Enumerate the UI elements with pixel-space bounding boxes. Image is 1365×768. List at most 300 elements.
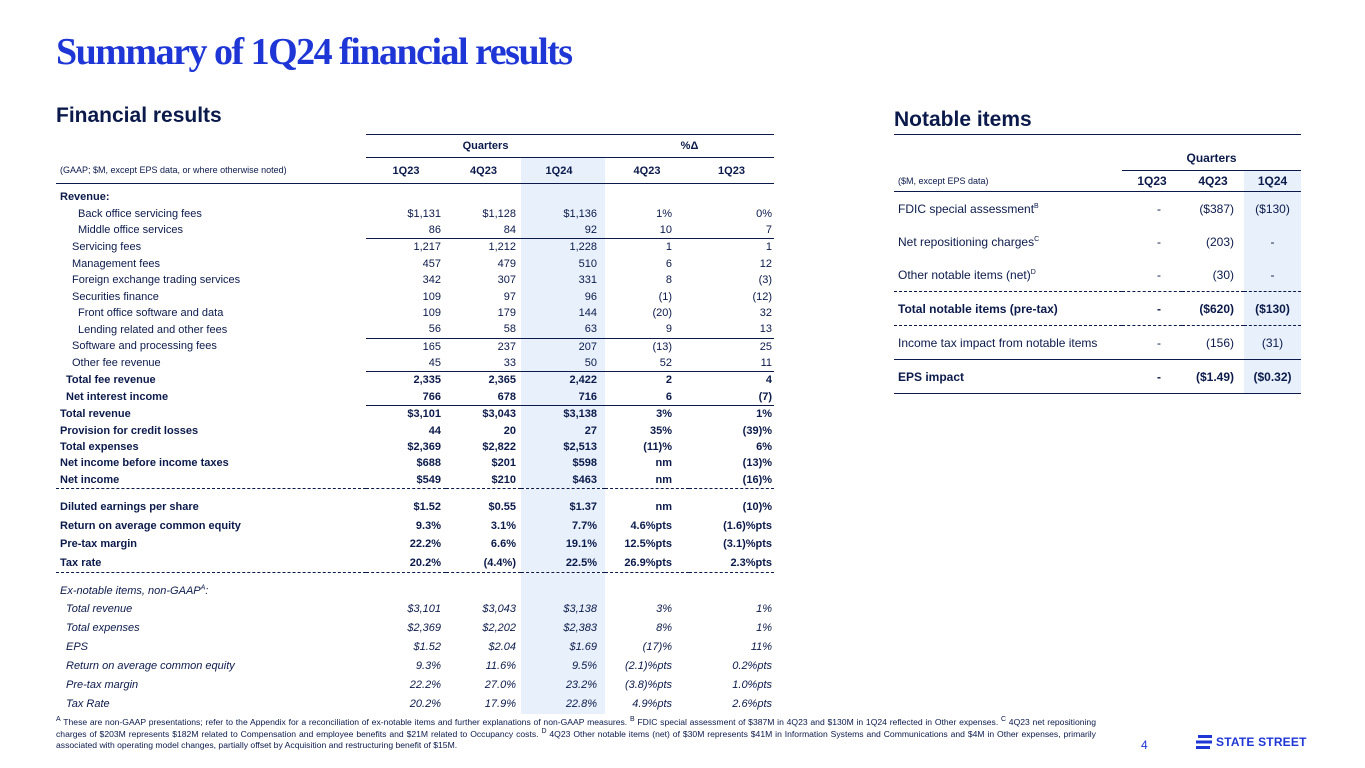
table-cell: 35% — [649, 424, 673, 437]
table-cell: $688 — [416, 457, 441, 470]
row-label-text: Total revenue — [60, 408, 131, 421]
table-cell: 13 — [689, 321, 774, 338]
table-cell: $1,128 — [482, 207, 516, 220]
row-label — [56, 288, 366, 304]
row-label — [56, 355, 366, 372]
table-cell: 6 — [605, 389, 689, 406]
table-row — [56, 305, 774, 321]
table-cell — [689, 189, 774, 205]
table-cell: (10)% — [742, 501, 773, 514]
table-cell: 17.9% — [484, 698, 516, 711]
table-cell: 457 — [422, 257, 441, 270]
table-cell: 27 — [521, 422, 605, 438]
table-cell: $3,101 — [407, 603, 441, 616]
table-cell: 165 — [422, 340, 441, 353]
table-cell: $598 — [521, 455, 605, 471]
notable-cell: ($1.49) — [1182, 360, 1244, 394]
table-cell: nm — [655, 457, 673, 470]
table-cell: 4 — [765, 374, 773, 387]
table-cell: 0% — [756, 207, 773, 220]
footnote-marker: D — [541, 727, 547, 735]
table-row — [56, 498, 774, 517]
table-cell: 50 — [521, 355, 605, 372]
table-cell: $2,369 — [407, 441, 441, 454]
table-cell: $1.37 — [521, 498, 605, 517]
table-cell: 6 — [665, 257, 673, 270]
row-label — [56, 582, 366, 600]
notable-quarters-header: Quarters — [1122, 146, 1301, 171]
notable-cell: - — [1157, 201, 1161, 216]
table-row — [56, 355, 774, 372]
row-label-text: Total fee revenue — [66, 374, 156, 387]
row-label-text: Total expenses — [60, 441, 139, 454]
row-label — [56, 517, 366, 536]
table-row — [56, 676, 774, 695]
row-label — [56, 472, 366, 489]
table-cell: 20.2% — [409, 556, 441, 569]
row-label-text: Software and processing fees — [72, 340, 217, 353]
table-cell: 678 — [446, 389, 521, 406]
table-cell — [366, 189, 446, 205]
row-label-text: Pre-tax margin — [60, 538, 138, 551]
table-cell: $2,822 — [482, 441, 516, 454]
row-label-text: Net interest income — [66, 391, 169, 404]
table-cell: (3) — [758, 274, 773, 287]
table-cell: 20 — [503, 424, 516, 437]
row-label-text: Diluted earnings per share — [60, 501, 199, 514]
notable-row-label-text: EPS impact — [898, 369, 965, 384]
table-cell: 96 — [521, 288, 605, 304]
notable-cell: - — [1244, 225, 1301, 258]
notable-row-label-text: Income tax impact from notable items — [898, 335, 1098, 350]
row-label-text: Management fees — [72, 257, 161, 270]
financial-results-table — [56, 134, 774, 714]
table-cell: (39)% — [742, 424, 773, 437]
row-label — [56, 600, 366, 619]
row-label-text: Revenue: — [60, 191, 110, 204]
notable-row — [894, 292, 1301, 326]
table-row — [56, 239, 774, 256]
footnote-text: These are non-GAAP presentations; refer to the Appendix for a reconciliation of ex-notable items and further explanations of non-GAAP measures. — [60, 717, 630, 727]
footnote-text: 4Q23 net repositioning charges of $203M represents $182M related to Compensation and employee benefits and $21M related to Occupancy costs. — [56, 717, 1096, 739]
table-cell: 32 — [759, 306, 773, 319]
units-note: (GAAP; $M, except EPS data, or where otherwise noted) — [56, 158, 366, 184]
page-title: Summary of 1Q24 financial results — [56, 31, 572, 73]
notable-items-table — [894, 146, 1301, 394]
state-street-logo — [1196, 735, 1307, 749]
table-row — [56, 272, 774, 288]
row-label — [56, 455, 366, 471]
notable-cell: ($130) — [1244, 292, 1301, 326]
notable-cell: ($0.32) — [1244, 360, 1301, 394]
table-cell — [689, 582, 774, 600]
notable-row-label-text: Other notable items (net) — [898, 267, 1031, 282]
row-label-text: Total expenses — [66, 622, 140, 635]
table-cell: (4.4%) — [483, 556, 516, 569]
notable-column-header: 1Q23 — [1122, 171, 1182, 192]
notable-row — [894, 360, 1301, 394]
table-cell — [366, 582, 446, 600]
table-cell: 9.3% — [415, 519, 441, 532]
table-cell: $2,369 — [407, 622, 441, 635]
table-cell: (3.8)%pts — [624, 679, 673, 692]
notable-units-note: ($M, except EPS data) — [894, 171, 1122, 192]
table-cell: 11% — [750, 641, 773, 654]
notable-row-label-text: Total notable items (pre-tax) — [898, 301, 1058, 316]
row-label — [56, 619, 366, 638]
row-label-text: Other fee revenue — [72, 357, 161, 370]
footnotes — [56, 717, 1096, 752]
table-row — [56, 517, 774, 536]
table-cell: 1 — [665, 241, 673, 254]
table-cell: 1 — [765, 241, 773, 254]
notable-cell: - — [1122, 360, 1182, 394]
table-cell: 22.8% — [521, 695, 605, 714]
table-cell: $2,202 — [482, 622, 516, 635]
notable-cell: - — [1157, 234, 1161, 249]
table-cell: 207 — [521, 338, 605, 355]
table-row — [56, 439, 774, 455]
footnote-marker: A — [56, 716, 61, 724]
row-label-text: EPS — [66, 641, 89, 654]
row-label — [56, 535, 366, 554]
notable-column-header: 1Q24 — [1244, 171, 1301, 192]
footnote-text: 4Q23 Other notable items (net) of $30M represents $41M in Information Systems and Communications and $4M in Other expenses, primarily associated with operating model changes, partially offset by Acquisition and restructuring benefit of $15M. — [56, 728, 1096, 750]
table-cell: 11.6% — [485, 660, 516, 673]
table-cell: 12 — [759, 257, 773, 270]
column-header: 1Q24 — [521, 158, 605, 184]
table-cell: 22.2% — [409, 679, 441, 692]
table-cell: 1,228 — [521, 239, 605, 256]
table-cell: $463 — [521, 472, 605, 489]
row-label-text: Back office servicing fees — [78, 207, 202, 220]
notable-cell: - — [1122, 292, 1182, 326]
table-cell: (11)% — [643, 441, 673, 454]
row-label-text: Ex-notable items, non-GAAP — [60, 584, 201, 597]
table-cell: 716 — [521, 389, 605, 406]
page-number: 4 — [1141, 738, 1148, 752]
table-cell: 1% — [756, 603, 773, 616]
row-label — [56, 389, 366, 406]
table-cell: 10 — [605, 222, 689, 239]
table-cell: 11 — [689, 355, 774, 372]
row-label — [56, 372, 366, 389]
row-label — [56, 439, 366, 455]
table-row — [56, 288, 774, 304]
row-label — [56, 321, 366, 338]
table-cell: 3% — [656, 408, 673, 421]
footnote-text: FDIC special assessment of $387M in 4Q23 and $130M in 1Q24 reflected in Other expenses. — [634, 717, 1001, 727]
table-cell: $2.04 — [488, 641, 516, 654]
table-cell: 1% — [656, 207, 673, 220]
table-cell: $1.52 — [413, 641, 441, 654]
row-label — [56, 256, 366, 272]
table-cell: 4.6%pts — [630, 519, 673, 532]
table-cell: 22.2% — [409, 538, 441, 551]
table-cell: $201 — [491, 457, 516, 470]
quarters-group-header: Quarters — [366, 135, 605, 158]
table-cell: 63 — [521, 321, 605, 338]
footnote-marker: B — [1034, 202, 1039, 210]
table-cell: 3.1% — [490, 519, 516, 532]
row-label — [56, 205, 366, 221]
table-row — [56, 222, 774, 239]
table-cell — [446, 582, 521, 600]
table-cell: 510 — [521, 256, 605, 272]
table-cell: 2.6%pts — [732, 698, 773, 711]
notable-cell: (30) — [1212, 267, 1234, 282]
table-cell: 12.5%pts — [624, 538, 673, 551]
table-row — [56, 638, 774, 657]
table-cell: 331 — [521, 272, 605, 288]
footnote-marker: C — [1034, 235, 1040, 243]
row-label-text: Foreign exchange trading services — [72, 274, 241, 287]
table-row — [56, 582, 774, 600]
notable-cell: - — [1157, 267, 1161, 282]
table-cell: (3.1)%pts — [723, 538, 773, 551]
table-cell: $2,383 — [521, 619, 605, 638]
table-cell: 45 — [366, 355, 446, 372]
row-label — [56, 676, 366, 695]
row-label — [56, 554, 366, 573]
table-row — [56, 455, 774, 471]
table-row — [56, 189, 774, 205]
table-cell: 6.6% — [490, 538, 516, 551]
notable-heading-rule — [894, 134, 1301, 135]
row-label — [56, 272, 366, 288]
column-header: 4Q23 — [446, 158, 521, 184]
notable-cell: (203) — [1205, 234, 1234, 249]
row-label-text: Provision for credit losses — [60, 424, 199, 437]
notable-row-label-text: Net repositioning charges — [898, 234, 1035, 249]
footnote-marker: B — [629, 716, 635, 724]
table-cell: 1% — [756, 622, 773, 635]
row-label-text: Tax Rate — [66, 698, 110, 711]
notable-row-label — [894, 225, 1122, 258]
footnote-marker: C — [1000, 716, 1007, 724]
table-cell: $3,101 — [407, 408, 441, 421]
row-label — [56, 189, 366, 205]
table-row — [56, 619, 774, 638]
table-cell: (2.1)%pts — [624, 660, 673, 673]
table-cell: (12) — [752, 290, 773, 303]
table-cell — [605, 189, 689, 205]
table-cell: 6% — [756, 441, 773, 454]
table-row — [56, 535, 774, 554]
table-cell: $3,138 — [521, 406, 605, 423]
table-cell: 2,365 — [488, 374, 516, 387]
table-cell: 1.0%pts — [732, 679, 773, 692]
row-label-text: Return on average common equity — [60, 519, 241, 532]
row-label-text: Securities finance — [72, 290, 159, 303]
table-cell: 52 — [605, 355, 689, 372]
table-cell: (13)% — [742, 457, 773, 470]
table-row — [56, 472, 774, 489]
notable-items-heading: Notable items — [894, 108, 1032, 131]
table-row — [56, 372, 774, 389]
notable-cell: - — [1122, 326, 1182, 360]
row-label-text: Front office software and data — [78, 306, 224, 319]
table-cell: 44 — [428, 424, 441, 437]
row-label — [56, 657, 366, 676]
table-cell: $3,138 — [521, 600, 605, 619]
table-row — [56, 600, 774, 619]
table-cell: 56 — [366, 321, 446, 338]
table-cell: 766 — [366, 389, 446, 406]
table-cell: 307 — [497, 274, 516, 287]
row-label — [56, 498, 366, 517]
table-cell: 25 — [759, 340, 773, 353]
notable-row-label-text: FDIC special assessment — [898, 201, 1035, 216]
table-cell: 2.3%pts — [730, 556, 773, 569]
table-row — [56, 422, 774, 438]
row-label — [56, 338, 366, 355]
notable-cell: (156) — [1182, 326, 1244, 360]
column-header: 4Q23 — [605, 158, 689, 184]
table-cell: 33 — [446, 355, 521, 372]
row-label-text: Servicing fees — [72, 241, 142, 254]
table-cell: 479 — [497, 257, 516, 270]
table-row — [56, 695, 774, 714]
table-cell — [521, 189, 605, 205]
table-cell: 9.5% — [521, 657, 605, 676]
table-cell: nm — [655, 473, 673, 486]
table-cell: $549 — [416, 473, 441, 486]
row-label — [56, 239, 366, 256]
table-row — [56, 205, 774, 221]
table-cell: 2 — [665, 374, 673, 387]
notable-cell: (31) — [1244, 326, 1301, 360]
row-label — [56, 638, 366, 657]
footnote-marker: D — [1030, 268, 1036, 276]
row-label-text: Middle office services — [78, 224, 183, 237]
table-cell: 0.2%pts — [732, 660, 773, 673]
table-cell: 9.3% — [415, 660, 441, 673]
row-label-suffix: : — [205, 584, 209, 597]
table-cell: 342 — [422, 274, 441, 287]
table-cell: 2,422 — [521, 372, 605, 389]
table-cell — [446, 189, 521, 205]
row-label — [56, 406, 366, 423]
table-cell: nm — [655, 501, 673, 514]
table-row — [56, 657, 774, 676]
table-row — [56, 321, 774, 338]
table-cell: (20) — [652, 306, 673, 319]
table-row — [56, 338, 774, 355]
table-cell: 86 — [366, 222, 446, 239]
table-cell: $3,043 — [482, 408, 516, 421]
table-row — [56, 554, 774, 573]
table-cell: $2,513 — [521, 439, 605, 455]
table-cell: (17)% — [642, 641, 673, 654]
footnote-marker: A — [200, 584, 206, 592]
table-cell: 27.0% — [484, 679, 516, 692]
table-cell: 92 — [521, 222, 605, 239]
table-cell: 1,217 — [413, 241, 441, 254]
table-cell: $1.52 — [413, 501, 441, 514]
table-cell — [521, 582, 605, 600]
row-label — [56, 422, 366, 438]
row-label-text: Tax rate — [60, 556, 102, 569]
column-header: 1Q23 — [366, 158, 446, 184]
table-cell: $1,136 — [521, 205, 605, 221]
table-cell: $1.69 — [521, 638, 605, 657]
table-cell: 7 — [689, 222, 774, 239]
table-cell: 26.9%pts — [624, 556, 673, 569]
table-cell: $1,131 — [407, 207, 441, 220]
table-cell: (1.6)%pts — [723, 519, 773, 532]
table-cell: 237 — [497, 340, 516, 353]
notable-row-label — [894, 326, 1122, 360]
notable-cell: - — [1244, 258, 1301, 292]
table-cell: 58 — [446, 321, 521, 338]
row-label-text: Total revenue — [66, 603, 133, 616]
notable-cell: ($620) — [1182, 292, 1244, 326]
table-row — [56, 406, 774, 423]
table-cell: 23.2% — [521, 676, 605, 695]
table-cell: 97 — [503, 290, 516, 303]
table-cell: (16)% — [742, 473, 773, 486]
table-cell: 9 — [605, 321, 689, 338]
table-cell: $3,043 — [482, 603, 516, 616]
notable-row-label — [894, 292, 1122, 326]
notable-row — [894, 192, 1301, 226]
notable-row — [894, 326, 1301, 360]
table-cell: 179 — [497, 306, 516, 319]
table-cell: 20.2% — [409, 698, 441, 711]
table-cell: (13) — [652, 340, 673, 353]
row-label-text: Net income before income taxes — [60, 457, 229, 470]
table-cell: $210 — [491, 473, 516, 486]
row-label — [56, 222, 366, 239]
notable-row-label — [894, 360, 1122, 394]
row-label — [56, 695, 366, 714]
notable-column-header: 4Q23 — [1182, 171, 1244, 192]
table-cell: 19.1% — [521, 535, 605, 554]
change-group-header: %Δ — [605, 135, 774, 158]
notable-row — [894, 225, 1301, 258]
table-cell: 109 — [422, 290, 441, 303]
row-label-text: Return on average common equity — [66, 660, 235, 673]
table-cell: $0.55 — [488, 501, 516, 514]
table-cell: 8 — [665, 274, 673, 287]
logo-text: STATE STREET — [1216, 735, 1307, 749]
row-label-text: Lending related and other fees — [78, 323, 228, 336]
table-cell — [605, 582, 689, 600]
state-street-mark-icon — [1196, 735, 1212, 749]
table-cell: 4.9%pts — [632, 698, 673, 711]
notable-row-label — [894, 258, 1122, 292]
table-cell: 144 — [521, 305, 605, 321]
row-label — [56, 305, 366, 321]
financial-results-heading: Financial results — [56, 104, 222, 127]
table-cell: 109 — [422, 306, 441, 319]
column-header: 1Q23 — [689, 158, 774, 184]
notable-row — [894, 258, 1301, 292]
table-cell: 1% — [756, 408, 773, 421]
table-cell: 8% — [656, 622, 673, 635]
row-label-text: Net income — [60, 473, 120, 486]
table-cell: 1,212 — [488, 241, 516, 254]
notable-cell: ($130) — [1244, 192, 1301, 226]
table-cell: (1) — [658, 290, 673, 303]
notable-cell: ($387) — [1199, 201, 1234, 216]
table-cell: 22.5% — [521, 554, 605, 573]
notable-row-label — [894, 192, 1122, 226]
table-cell: 7.7% — [521, 517, 605, 536]
table-row — [56, 256, 774, 272]
table-cell: 2,335 — [413, 374, 441, 387]
